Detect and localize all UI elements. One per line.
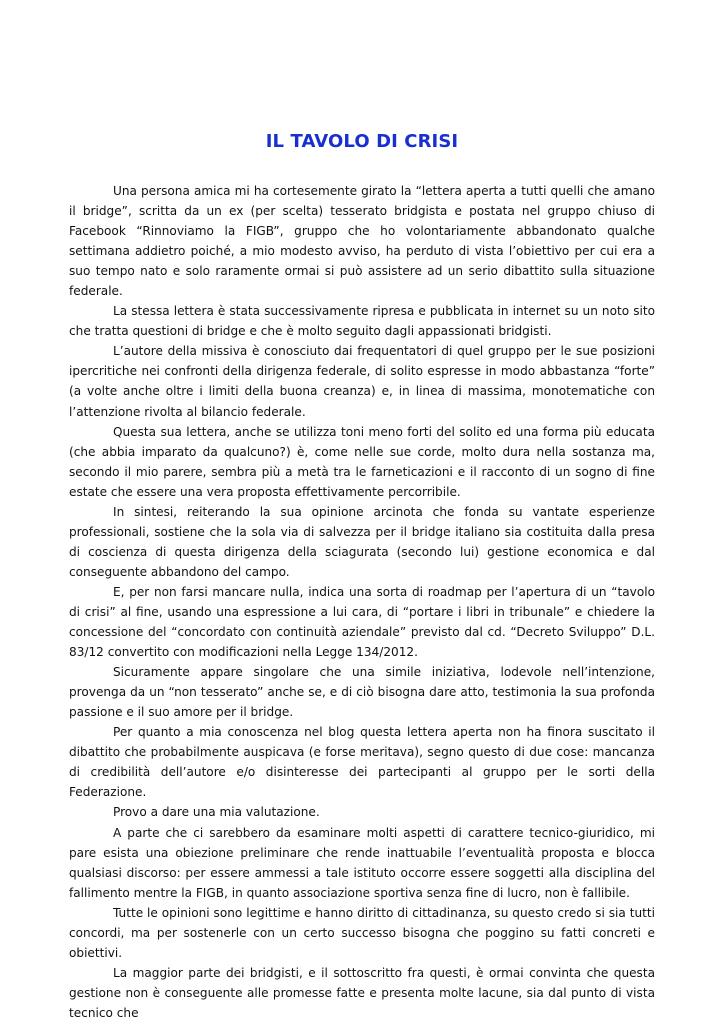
paragraph: E, per non farsi mancare nulla, indica una sorta di roadmap per l’apertura di un “tavolo di crisi” al fine, usando una espressione a lui cara, di “portare i libri in tribunale” e chiedere la concessione del “concordato con continuità aziendale” previsto dal cd. “Decreto Sviluppo” D.L. 83/12 convertito con modificazioni nella Legge 134/2012.	[69, 584, 655, 660]
paragraph: La stessa lettera è stata successivamente ripresa e pubblicata in internet su un noto sito che tratta questioni di bridge e che è molto seguito dagli appassionati bridgisti.	[69, 304, 655, 339]
paragraph: Sicuramente appare singolare che una simile iniziativa, lodevole nell’intenzione, provenga da un “non tesserato” anche se, e di ciò bisogna dare atto, testimonia la sua profonda passione e il suo amore per il bridge.	[69, 665, 655, 720]
paragraph: La maggior parte dei bridgisti, e il sottoscritto fra questi, è ormai convinta che questa gestione non è conseguente alle promesse fatte e presenta molte lacune, sia dal punto di vista tecnico che	[69, 965, 655, 1020]
paragraph: A parte che ci sarebbero da esaminare molti aspetti di carattere tecnico-giuridico, mi pare esista una obiezione preliminare che rende inattuabile l’eventualità proposta e blocca qualsiasi discorso: per essere ammessi a tale istituto occorre essere soggetti alla disciplina del fallimento mentre la FIGB, in quanto associazione sportiva senza fine di lucro, non è fallibile.	[69, 825, 655, 900]
document-title: IL TAVOLO DI CRISI	[265, 131, 459, 152]
document-body	[69, 181, 655, 1023]
paragraph: In sintesi, reiterando la sua opinione arcinota che fonda su vantate esperienze professionali, sostiene che la sola via di salvezza per il bridge italiano sia costituita dalla presa di coscienza di questa dirigenza della sciagurata (secondo lui) gestione economica e dal conseguente abbandono del campo.	[69, 504, 655, 579]
paragraph: Una persona amica mi ha cortesemente girato la “lettera aperta a tutti quelli che amano il bridge”, scritta da un ex (per scelta) tesserato bridgista e postata nel gruppo chiuso di Facebook “Rinnoviamo la FIGB”, gruppo che ho volontariamente abbandonato qualche settimana addietro poiché, a mio modesto avviso, ha perduto di vista l’obiettivo per cui era a suo tempo nato e solo raramente ormai si può assistere ad un serio dibattito sulla situazione federale.	[69, 184, 655, 299]
paragraph: Tutte le opinioni sono legittime e hanno diritto di cittadinanza, su questo credo si sia tutti concordi, ma per sostenerle con un certo successo bisogna che poggino su fatti concreti e obiettivi.	[69, 905, 655, 960]
paragraph: Per quanto a mia conoscenza nel blog questa lettera aperta non ha finora suscitato il dibattito che probabilmente auspicava (e forse meritava), segno questo di due cose: mancanza di credibilità dell’autore e/o disinteresse dei partecipanti al gruppo per le sorti della Federazione.	[69, 725, 655, 800]
paragraph: L’autore della missiva è conosciuto dai frequentatori di quel gruppo per le sue posizioni ipercritiche nei confronti della dirigenza federale, di solito espresse in modo abbastanza “forte” (a volte anche oltre i limiti della buona creanza) e, in linea di massima, monotematiche con l’attenzione rivolta al bilancio federale.	[69, 344, 655, 419]
paragraph: Provo a dare una mia valutazione.	[113, 805, 320, 820]
paragraph: Questa sua lettera, anche se utilizza toni meno forti del solito ed una forma più educata (che abbia imparato da qualcuno?) è, come nelle sue corde, molto dura nella sostanza ma, secondo il mio parere, sembra più a metà tra le farneticazioni e il racconto di un sogno di fine estate che essere una vera proposta effettivamente percorribile.	[69, 424, 655, 499]
